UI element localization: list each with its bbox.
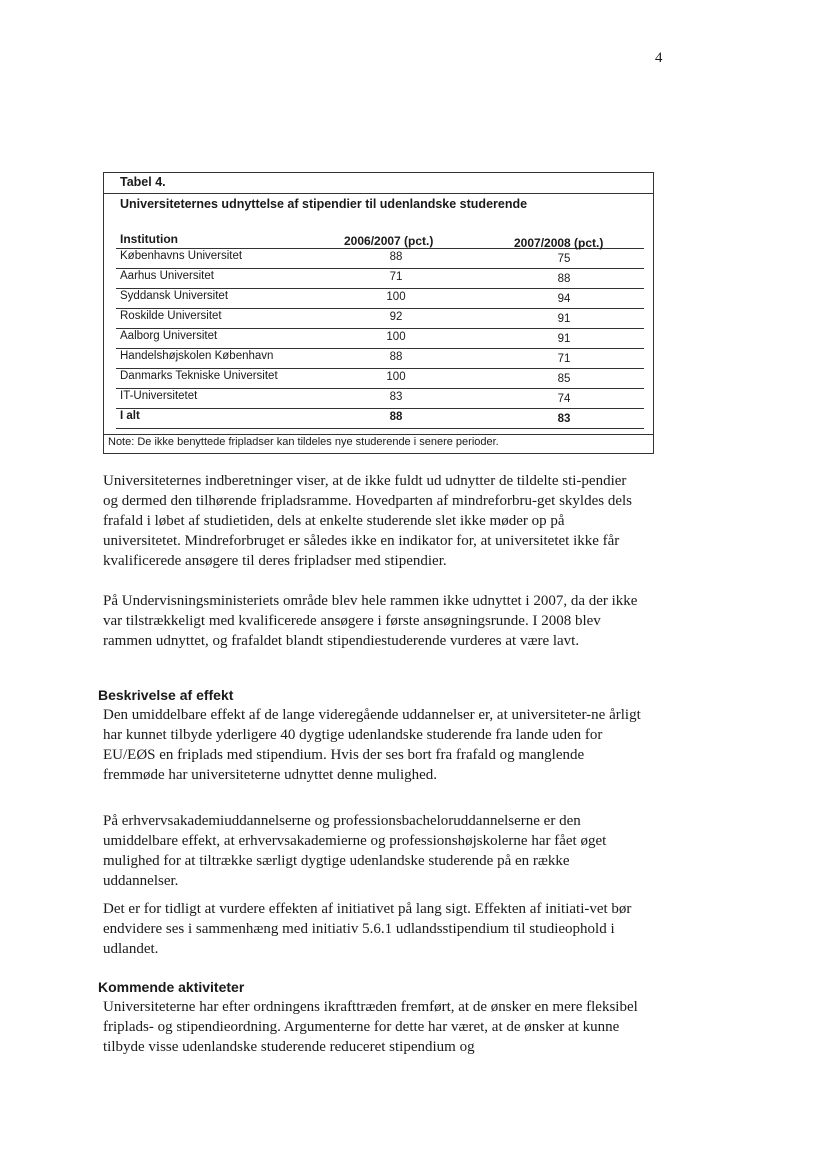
cell-2007: 91 <box>557 313 571 325</box>
table-title: Universiteternes udnyttelse af stipendier til udenlandske studerende <box>120 197 528 211</box>
cell-2006: 100 <box>386 371 406 383</box>
column-header-2007: 2007/2008 (pct.) <box>514 236 604 250</box>
cell-2007: 71 <box>557 353 571 365</box>
table-row <box>116 308 644 329</box>
cell-2007: 94 <box>557 293 571 305</box>
cell-institution: I alt <box>120 410 140 422</box>
cell-2007: 75 <box>557 253 571 265</box>
table-row <box>116 368 644 389</box>
section-heading: Beskrivelse af effekt <box>98 687 234 703</box>
paragraph: Den umiddelbare effekt af de lange videregående uddannelser er, at universiteter-ne årligt har kunnet tilbyde yderligere 40 dygtige udenlandske studerende fra lande uden for EU/EØS en friplads med stipendium. Hvis der ses bort fra frafald og manglende fremmøde har universiteterne udnyttet denne mulighed. <box>103 707 641 783</box>
data-table <box>103 172 654 454</box>
table-row <box>116 288 644 309</box>
section-heading: Kommende aktiviteter <box>98 979 245 995</box>
cell-2007: 88 <box>557 273 571 285</box>
cell-2006: 100 <box>386 331 406 343</box>
paragraph: Universiteternes indberetninger viser, at de ikke fuldt ud udnytter de tildelte sti-pendier og dermed den tilhørende fripladsramme. Hovedparten af mindreforbru-get skyldes dels frafald i løbet af studietiden, dels at enkelte studerende slet ikke møder op på universitetet. Mindreforbruget er således ikke en indikator for, at universitetet ikke får kvalificerede ansøgere til deres fripladser med stipendier. <box>103 473 632 569</box>
cell-2006: 92 <box>389 311 403 323</box>
table-divider <box>104 193 653 194</box>
cell-2006: 88 <box>389 351 403 363</box>
table-total-row <box>116 408 644 429</box>
cell-institution: Roskilde Universitet <box>120 310 222 322</box>
cell-2006: 88 <box>389 251 403 263</box>
table-header-row <box>116 228 644 249</box>
paragraph: Universiteterne har efter ordningens ikrafttræden fremført, at de ønsker en mere fleksibel friplads- og stipendieordning. Argumenterne for dette har været, at de ønsker at kunne tilbyde visse udenlandske studerende reduceret stipendium og <box>103 999 638 1055</box>
column-header-institution: Institution <box>120 232 178 246</box>
cell-2007: 83 <box>557 413 571 425</box>
cell-2007: 85 <box>557 373 571 385</box>
cell-institution: Aarhus Universitet <box>120 270 214 282</box>
cell-2006: 88 <box>389 411 403 423</box>
table-row <box>116 348 644 369</box>
table-row <box>116 248 644 269</box>
paragraph: På Undervisningsministeriets område blev hele rammen ikke udnyttet i 2007, da der ikke var tilstrækkeligt med kvalificerede ansøgere i første ansøgningsrunde. I 2008 blev rammen udnyttet, og frafaldet blandt stipendiestuderende vurderes at være lavt. <box>103 593 638 649</box>
cell-institution: IT-Universitetet <box>120 390 198 402</box>
cell-institution: Handelshøjskolen København <box>120 350 274 362</box>
note-divider <box>104 434 653 435</box>
table-label: Tabel 4. <box>120 175 166 189</box>
cell-2006: 83 <box>389 391 403 403</box>
cell-2007: 91 <box>557 333 571 345</box>
cell-institution: Syddansk Universitet <box>120 290 229 302</box>
cell-2006: 100 <box>386 291 406 303</box>
cell-institution: Aalborg Universitet <box>120 330 218 342</box>
table-row <box>116 388 644 409</box>
cell-institution: Danmarks Tekniske Universitet <box>120 370 278 382</box>
cell-institution: Københavns Universitet <box>120 250 243 262</box>
paragraph: Det er for tidligt at vurdere effekten af initiativet på lang sigt. Effekten af initiati-vet bør endvidere ses i sammenhæng med initiativ 5.6.1 udlandsstipendium til studieophold i udlandet. <box>103 901 632 957</box>
cell-2006: 71 <box>389 271 403 283</box>
paragraph: På erhvervsakademiuddannelserne og professionsbacheloruddannelserne er den umiddelbare effekt, at erhvervsakademierne og professionshøjskolerne har fået øget mulighed for at tiltrække særligt dygtige udenlandske studerende på en række uddannelser. <box>103 813 607 889</box>
cell-2007: 74 <box>557 393 571 405</box>
table-row <box>116 268 644 289</box>
column-header-2006: 2006/2007 (pct.) <box>344 234 434 248</box>
table-row <box>116 328 644 349</box>
page-number: 4 <box>655 50 663 66</box>
table-note: Note: De ikke benyttede fripladser kan tildeles nye studerende i senere perioder. <box>108 436 499 448</box>
